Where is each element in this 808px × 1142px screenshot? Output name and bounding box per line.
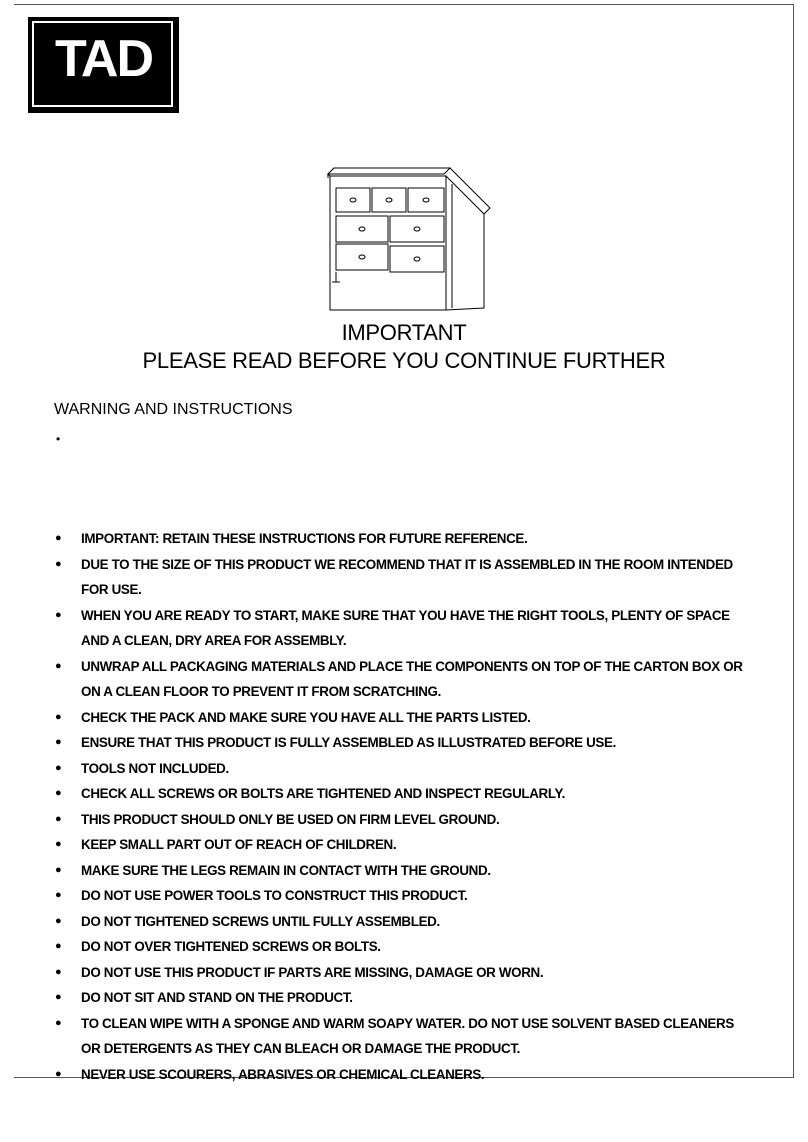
logo-text: TAD: [54, 30, 152, 88]
warning-text: CHECK ALL SCREWS OR BOLTS ARE TIGHTENED AND INSPECT REGULARLY.: [81, 786, 565, 801]
dresser-illustration: [324, 162, 492, 312]
warning-item: [52, 705, 752, 731]
important-heading: IMPORTANT: [341, 320, 467, 345]
bullet-icon: ●: [55, 1016, 62, 1029]
warning-text: DO NOT TIGHTENED SCREWS UNTIL FULLY ASSEMBLED.: [81, 913, 440, 929]
tad-logo: [28, 17, 179, 113]
warning-item: [52, 985, 752, 1011]
empty-bullet: •: [56, 432, 61, 446]
bullet-icon: ●: [55, 761, 62, 774]
bullet-icon: ●: [55, 812, 62, 825]
warning-item: [52, 603, 752, 654]
bullet-icon: ●: [55, 940, 62, 952]
bullet-icon: ●: [55, 787, 62, 799]
bullet-icon: ●: [55, 914, 62, 927]
bullet-icon: ●: [55, 659, 62, 672]
warning-text: DO NOT OVER TIGHTENED SCREWS OR BOLTS.: [81, 939, 381, 954]
warning-text: MAKE SURE THE LEGS REMAIN IN CONTACT WITH THE GROUND.: [81, 862, 491, 878]
warning-text: DO NOT USE POWER TOOLS TO CONSTRUCT THIS PRODUCT.: [81, 888, 468, 903]
read-before-heading: PLEASE READ BEFORE YOU CONTINUE FURTHER: [142, 348, 666, 373]
warning-item: [52, 960, 752, 986]
bullet-icon: ●: [55, 1067, 62, 1080]
bullet-icon: ●: [55, 863, 62, 876]
warning-text: CHECK THE PACK AND MAKE SURE YOU HAVE ALL THE PARTS LISTED.: [81, 709, 531, 725]
bullet-icon: ●: [55, 532, 62, 544]
warning-text: NEVER USE SCOURERS, ABRASIVES OR CHEMICAL CLEANERS.: [81, 1066, 485, 1082]
warning-item: [52, 1062, 752, 1088]
warning-text: KEEP SMALL PART OUT OF REACH OF CHILDREN.: [81, 837, 397, 852]
warning-text: DO NOT USE THIS PRODUCT IF PARTS ARE MISSING, DAMAGE OR WORN.: [81, 964, 544, 980]
warning-item: [52, 858, 752, 884]
bullet-icon: ●: [55, 736, 62, 748]
bullet-icon: ●: [55, 608, 62, 621]
warnings-list: [52, 526, 752, 1087]
bullet-icon: ●: [55, 710, 62, 723]
warning-item: [52, 781, 752, 807]
bullet-icon: ●: [55, 965, 62, 978]
bullet-icon: ●: [55, 991, 62, 1003]
bullet-icon: ●: [55, 557, 62, 570]
warning-item: [52, 526, 752, 552]
warning-text: TO CLEAN WIPE WITH A SPONGE AND WARM SOAPY WATER. DO NOT USE SOLVENT BASED CLEANERS OR DETERGENTS AS THEY CAN BLEACH OR DAMAGE THE PRODUCT.: [81, 1015, 734, 1056]
warning-item: [52, 909, 752, 935]
section-heading: WARNING AND INSTRUCTIONS: [54, 401, 293, 418]
warning-item: [52, 756, 752, 782]
warning-text: UNWRAP ALL PACKAGING MATERIALS AND PLACE THE COMPONENTS ON TOP OF THE CARTON BOX OR ON A CLEAN FLOOR TO PREVENT IT FROM SCRATCHING.: [81, 658, 743, 699]
bullet-icon: ●: [55, 889, 62, 901]
warning-item: [52, 832, 752, 858]
warning-item: [52, 654, 752, 705]
warning-text: DUE TO THE SIZE OF THIS PRODUCT WE RECOMMEND THAT IT IS ASSEMBLED IN THE ROOM INTENDED FOR USE.: [81, 556, 733, 597]
warning-item: [52, 1011, 752, 1062]
warning-text: ENSURE THAT THIS PRODUCT IS FULLY ASSEMBLED AS ILLUSTRATED BEFORE USE.: [81, 735, 616, 750]
bullet-icon: ●: [55, 838, 62, 850]
warning-text: IMPORTANT: RETAIN THESE INSTRUCTIONS FOR FUTURE REFERENCE.: [81, 531, 528, 546]
warning-text: TOOLS NOT INCLUDED.: [81, 760, 229, 776]
warning-text: DO NOT SIT AND STAND ON THE PRODUCT.: [81, 990, 353, 1005]
warning-item: [52, 730, 752, 756]
warning-text: THIS PRODUCT SHOULD ONLY BE USED ON FIRM LEVEL GROUND.: [81, 811, 500, 827]
warning-item: [52, 934, 752, 960]
warning-item: [52, 552, 752, 603]
warning-item: [52, 883, 752, 909]
warning-item: [52, 807, 752, 833]
warning-text: WHEN YOU ARE READY TO START, MAKE SURE THAT YOU HAVE THE RIGHT TOOLS, PLENTY OF SPACE AND A CLEAN, DRY AREA FOR ASSEMBLY.: [81, 607, 730, 648]
